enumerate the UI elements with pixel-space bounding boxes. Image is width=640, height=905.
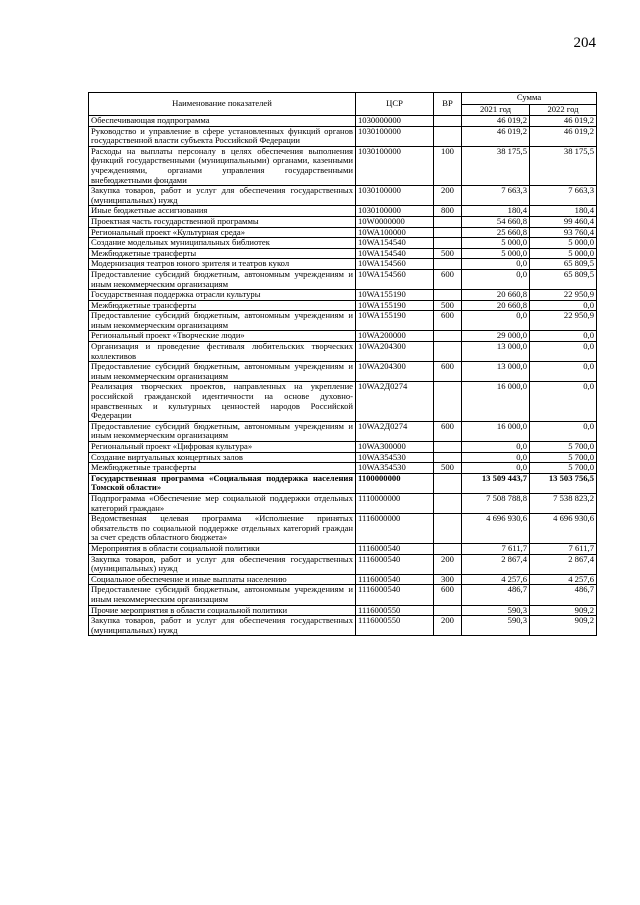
row-name-cell: Предоставление субсидий бюджетным, автономным учреждениям и иным некоммерческим организациям xyxy=(89,269,356,289)
row-sum-2021-cell: 38 175,5 xyxy=(462,146,530,185)
row-vr-cell: 200 xyxy=(434,186,462,206)
row-sum-2021-cell: 590,3 xyxy=(462,605,530,616)
row-name-cell: Предоставление субсидий бюджетным, автономным учреждениям и иным некоммерческим организациям xyxy=(89,421,356,441)
row-sum-2022-cell: 0,0 xyxy=(530,342,597,362)
row-sum-2021-cell: 46 019,2 xyxy=(462,116,530,127)
row-sum-2022-cell: 7 611,7 xyxy=(530,543,597,554)
row-csr-cell: 1030100000 xyxy=(356,206,434,217)
table-row xyxy=(89,514,597,544)
row-sum-2021-cell: 2 867,4 xyxy=(462,554,530,574)
row-sum-2022-cell: 22 950,9 xyxy=(530,290,597,301)
table-row xyxy=(89,116,597,127)
table-body xyxy=(89,116,597,636)
row-name-cell: Создание виртуальных концертных залов xyxy=(89,452,356,463)
table-row xyxy=(89,126,597,146)
table-row xyxy=(89,300,597,311)
table-row xyxy=(89,616,597,636)
row-sum-2021-cell: 0,0 xyxy=(462,452,530,463)
row-sum-2021-cell: 20 660,8 xyxy=(462,300,530,311)
row-name-cell: Предоставление субсидий бюджетным, автономным учреждениям и иным некоммерческим организациям xyxy=(89,311,356,331)
row-name-cell: Закупка товаров, работ и услуг для обеспечения государственных (муниципальных) нужд xyxy=(89,616,356,636)
row-csr-cell: 10WA154560 xyxy=(356,269,434,289)
table-row xyxy=(89,463,597,474)
row-sum-2021-cell: 0,0 xyxy=(462,311,530,331)
row-vr-cell: 500 xyxy=(434,300,462,311)
row-csr-cell: 1030000000 xyxy=(356,116,434,127)
header-year-2021: 2021 год xyxy=(462,104,530,116)
table-row xyxy=(89,442,597,453)
row-sum-2022-cell: 46 019,2 xyxy=(530,116,597,127)
row-sum-2021-cell: 0,0 xyxy=(462,463,530,474)
row-vr-cell xyxy=(434,473,462,493)
row-csr-cell: 10WA154540 xyxy=(356,248,434,259)
row-csr-cell: 1030100000 xyxy=(356,146,434,185)
row-sum-2022-cell: 0,0 xyxy=(530,331,597,342)
row-vr-cell xyxy=(434,116,462,127)
row-sum-2021-cell: 13 509 443,7 xyxy=(462,473,530,493)
row-sum-2021-cell: 29 000,0 xyxy=(462,331,530,342)
row-vr-cell xyxy=(434,342,462,362)
row-sum-2022-cell: 7 538 823,2 xyxy=(530,493,597,513)
table-row xyxy=(89,452,597,463)
table-row xyxy=(89,206,597,217)
row-sum-2022-cell: 38 175,5 xyxy=(530,146,597,185)
row-sum-2021-cell: 5 000,0 xyxy=(462,248,530,259)
row-sum-2022-cell: 7 663,3 xyxy=(530,186,597,206)
header-name: Наименование показателей xyxy=(89,93,356,116)
table-row xyxy=(89,269,597,289)
table-row xyxy=(89,227,597,238)
header-csr: ЦСР xyxy=(356,93,434,116)
row-sum-2022-cell: 909,2 xyxy=(530,605,597,616)
row-name-cell: Создание модельных муниципальных библиотек xyxy=(89,238,356,249)
row-sum-2021-cell: 4 257,6 xyxy=(462,574,530,585)
row-sum-2022-cell: 4 696 930,6 xyxy=(530,514,597,544)
row-name-cell: Государственная программа «Социальная поддержка населения Томской области» xyxy=(89,473,356,493)
row-vr-cell: 800 xyxy=(434,206,462,217)
row-name-cell: Закупка товаров, работ и услуг для обеспечения государственных (муниципальных) нужд xyxy=(89,554,356,574)
page-number: 204 xyxy=(573,35,596,51)
row-name-cell: Иные бюджетные ассигнования xyxy=(89,206,356,217)
row-vr-cell: 600 xyxy=(434,311,462,331)
row-sum-2022-cell: 5 000,0 xyxy=(530,238,597,249)
row-vr-cell: 200 xyxy=(434,616,462,636)
row-csr-cell: 10WA154560 xyxy=(356,259,434,270)
row-sum-2021-cell: 0,0 xyxy=(462,269,530,289)
table-row xyxy=(89,290,597,301)
header-sum: Сумма xyxy=(462,93,597,105)
row-name-cell: Межбюджетные трансферты xyxy=(89,248,356,259)
row-vr-cell: 500 xyxy=(434,463,462,474)
row-sum-2022-cell: 46 019,2 xyxy=(530,126,597,146)
row-vr-cell xyxy=(434,514,462,544)
row-csr-cell: 1116000550 xyxy=(356,616,434,636)
row-csr-cell: 1116000540 xyxy=(356,554,434,574)
row-name-cell: Межбюджетные трансферты xyxy=(89,463,356,474)
table-row xyxy=(89,574,597,585)
row-sum-2022-cell: 0,0 xyxy=(530,362,597,382)
row-csr-cell: 1110000000 xyxy=(356,493,434,513)
table-row xyxy=(89,362,597,382)
row-name-cell: Организация и проведение фестиваля любительских творческих коллективов xyxy=(89,342,356,362)
row-sum-2021-cell: 180,4 xyxy=(462,206,530,217)
row-name-cell: Региональный проект «Культурная среда» xyxy=(89,227,356,238)
table-row xyxy=(89,543,597,554)
row-sum-2022-cell: 93 760,4 xyxy=(530,227,597,238)
row-name-cell: Реализация творческих проектов, направленных на укрепление российской гражданской идентичности на основе духовно-нравственных и культурных ценностей народов Российской Федерации xyxy=(89,382,356,421)
row-vr-cell xyxy=(434,290,462,301)
row-name-cell: Модернизация театров юного зрителя и театров кукол xyxy=(89,259,356,270)
table-row xyxy=(89,216,597,227)
table-header-row xyxy=(89,93,597,105)
row-vr-cell: 500 xyxy=(434,248,462,259)
table-row xyxy=(89,605,597,616)
row-vr-cell: 600 xyxy=(434,269,462,289)
row-vr-cell xyxy=(434,259,462,270)
row-csr-cell: 10WA2Д0274 xyxy=(356,421,434,441)
row-sum-2021-cell: 13 000,0 xyxy=(462,362,530,382)
table-row xyxy=(89,342,597,362)
table-row xyxy=(89,146,597,185)
row-sum-2022-cell: 4 257,6 xyxy=(530,574,597,585)
row-csr-cell: 10WA2Д0274 xyxy=(356,382,434,421)
row-name-cell: Ведомственная целевая программа «Исполнение принятых обязательств по социальной поддержке отдельных категорий граждан за счет средств областного бюджета» xyxy=(89,514,356,544)
row-vr-cell xyxy=(434,543,462,554)
row-sum-2021-cell: 4 696 930,6 xyxy=(462,514,530,544)
row-name-cell: Подпрограмма «Обеспечение мер социальной поддержки отдельных категорий граждан» xyxy=(89,493,356,513)
table-row xyxy=(89,248,597,259)
row-sum-2022-cell: 180,4 xyxy=(530,206,597,217)
row-sum-2021-cell: 590,3 xyxy=(462,616,530,636)
table-row xyxy=(89,331,597,342)
row-csr-cell: 1100000000 xyxy=(356,473,434,493)
row-sum-2021-cell: 7 611,7 xyxy=(462,543,530,554)
row-name-cell: Прочие мероприятия в области социальной политики xyxy=(89,605,356,616)
row-sum-2021-cell: 7 663,3 xyxy=(462,186,530,206)
row-sum-2022-cell: 486,7 xyxy=(530,585,597,605)
row-sum-2022-cell: 0,0 xyxy=(530,382,597,421)
row-sum-2021-cell: 486,7 xyxy=(462,585,530,605)
budget-table xyxy=(88,92,597,636)
row-name-cell: Региональный проект «Цифровая культура» xyxy=(89,442,356,453)
row-name-cell: Предоставление субсидий бюджетным, автономным учреждениям и иным некоммерческим организациям xyxy=(89,585,356,605)
row-sum-2021-cell: 25 660,8 xyxy=(462,227,530,238)
row-csr-cell: 10WA200000 xyxy=(356,331,434,342)
row-vr-cell xyxy=(434,227,462,238)
row-vr-cell: 300 xyxy=(434,574,462,585)
row-sum-2022-cell: 0,0 xyxy=(530,300,597,311)
row-vr-cell: 600 xyxy=(434,585,462,605)
row-csr-cell: 10WA204300 xyxy=(356,362,434,382)
row-sum-2022-cell: 22 950,9 xyxy=(530,311,597,331)
table-row xyxy=(89,493,597,513)
row-vr-cell xyxy=(434,493,462,513)
row-sum-2021-cell: 16 000,0 xyxy=(462,421,530,441)
row-vr-cell: 200 xyxy=(434,554,462,574)
table-row xyxy=(89,238,597,249)
row-vr-cell: 100 xyxy=(434,146,462,185)
row-name-cell: Межбюджетные трансферты xyxy=(89,300,356,311)
table-row xyxy=(89,186,597,206)
row-sum-2021-cell: 16 000,0 xyxy=(462,382,530,421)
row-vr-cell: 600 xyxy=(434,362,462,382)
row-sum-2022-cell: 5 700,0 xyxy=(530,452,597,463)
row-name-cell: Государственная поддержка отрасли культуры xyxy=(89,290,356,301)
row-vr-cell xyxy=(434,331,462,342)
row-name-cell: Региональный проект «Творческие люди» xyxy=(89,331,356,342)
row-csr-cell: 1030100000 xyxy=(356,186,434,206)
row-csr-cell: 1116000540 xyxy=(356,574,434,585)
row-csr-cell: 10WA155190 xyxy=(356,290,434,301)
row-name-cell: Социальное обеспечение и иные выплаты населению xyxy=(89,574,356,585)
row-csr-cell: 1116000540 xyxy=(356,543,434,554)
row-csr-cell: 1030100000 xyxy=(356,126,434,146)
header-year-2022: 2022 год xyxy=(530,104,597,116)
row-name-cell: Обеспечивающая подпрограмма xyxy=(89,116,356,127)
row-sum-2022-cell: 909,2 xyxy=(530,616,597,636)
row-sum-2022-cell: 5 700,0 xyxy=(530,442,597,453)
row-sum-2021-cell: 0,0 xyxy=(462,259,530,270)
table-row xyxy=(89,585,597,605)
row-vr-cell xyxy=(434,442,462,453)
table-row xyxy=(89,473,597,493)
row-sum-2021-cell: 20 660,8 xyxy=(462,290,530,301)
row-vr-cell xyxy=(434,452,462,463)
row-sum-2021-cell: 0,0 xyxy=(462,442,530,453)
table-row xyxy=(89,311,597,331)
row-vr-cell xyxy=(434,382,462,421)
row-vr-cell xyxy=(434,238,462,249)
row-csr-cell: 10WA154540 xyxy=(356,238,434,249)
row-sum-2021-cell: 54 660,8 xyxy=(462,216,530,227)
row-csr-cell: 10WA354530 xyxy=(356,452,434,463)
row-csr-cell: 10WA300000 xyxy=(356,442,434,453)
row-csr-cell: 1116000540 xyxy=(356,585,434,605)
row-sum-2022-cell: 0,0 xyxy=(530,421,597,441)
row-sum-2022-cell: 13 503 756,5 xyxy=(530,473,597,493)
row-csr-cell: 10WA100000 xyxy=(356,227,434,238)
row-sum-2022-cell: 65 809,5 xyxy=(530,269,597,289)
row-name-cell: Проектная часть государственной программы xyxy=(89,216,356,227)
table-row xyxy=(89,259,597,270)
row-csr-cell: 10W0000000 xyxy=(356,216,434,227)
header-vr: ВР xyxy=(434,93,462,116)
row-csr-cell: 1116000550 xyxy=(356,605,434,616)
table-row xyxy=(89,382,597,421)
row-name-cell: Мероприятия в области социальной политики xyxy=(89,543,356,554)
row-vr-cell: 600 xyxy=(434,421,462,441)
row-csr-cell: 10WA155190 xyxy=(356,311,434,331)
row-sum-2021-cell: 46 019,2 xyxy=(462,126,530,146)
row-csr-cell: 10WA354530 xyxy=(356,463,434,474)
row-name-cell: Закупка товаров, работ и услуг для обеспечения государственных (муниципальных) нужд xyxy=(89,186,356,206)
row-sum-2021-cell: 5 000,0 xyxy=(462,238,530,249)
row-sum-2022-cell: 2 867,4 xyxy=(530,554,597,574)
row-csr-cell: 10WA204300 xyxy=(356,342,434,362)
row-sum-2022-cell: 5 000,0 xyxy=(530,248,597,259)
row-sum-2022-cell: 99 460,4 xyxy=(530,216,597,227)
row-vr-cell xyxy=(434,126,462,146)
row-csr-cell: 1116000000 xyxy=(356,514,434,544)
row-vr-cell xyxy=(434,605,462,616)
row-csr-cell: 10WA155190 xyxy=(356,300,434,311)
row-name-cell: Руководство и управление в сфере установленных функций органов государственной власти субъекта Российской Федерации xyxy=(89,126,356,146)
row-sum-2022-cell: 65 809,5 xyxy=(530,259,597,270)
row-sum-2021-cell: 7 508 788,8 xyxy=(462,493,530,513)
row-sum-2022-cell: 5 700,0 xyxy=(530,463,597,474)
row-name-cell: Предоставление субсидий бюджетным, автономным учреждениям и иным некоммерческим организациям xyxy=(89,362,356,382)
row-name-cell: Расходы на выплаты персоналу в целях обеспечения выполнения функций государственными (муниципальными) органами, казенными учреждениями, органами управления государственными внебюджетными фондами xyxy=(89,146,356,185)
row-vr-cell xyxy=(434,216,462,227)
row-sum-2021-cell: 13 000,0 xyxy=(462,342,530,362)
table-row xyxy=(89,421,597,441)
table-row xyxy=(89,554,597,574)
